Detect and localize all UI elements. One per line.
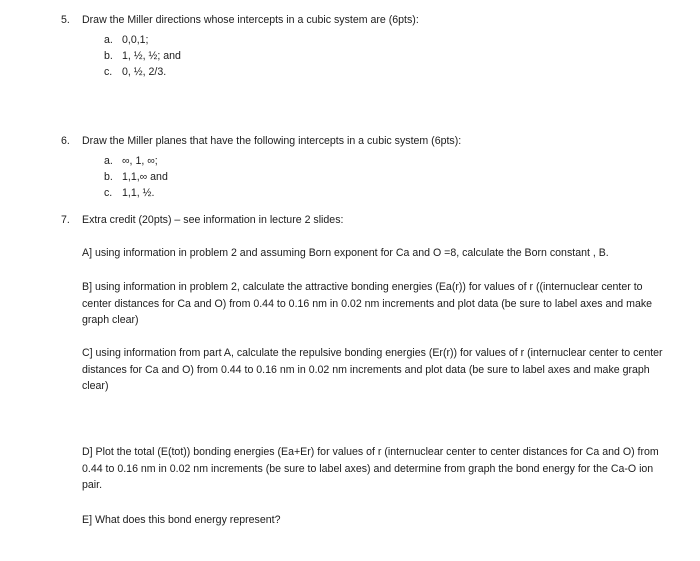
q6-item-b: 1,1,∞ and xyxy=(122,171,168,183)
q6-number: 6. xyxy=(61,135,70,147)
q5-prompt: Draw the Miller directions whose intercepts in a cubic system are (6pts): xyxy=(82,14,419,26)
q7-part-c: C] using information from part A, calculate the repulsive bonding energies (Er(r)) for values of r (internuclear center to center distances for Ca and O) from 0.44 to 0.16 nm in 0.02 nm increments and plot data (be sure to label axes and make graph clear) xyxy=(82,347,663,392)
q6-prompt: Draw the Miller planes that have the following intercepts in a cubic system (6pts): xyxy=(82,135,462,147)
q5-item-b: 1, ½, ½; and xyxy=(122,50,181,62)
q7-part-b: B] using information in problem 2, calculate the attractive bonding energies (Ea(r)) for values of r ((internuclear center to center distances for Ca and O) from 0.44 to 0.16 nm in 0.02 nm increments and plot data (be sure to label axes and make graph clear) xyxy=(82,281,653,326)
q5-number: 5. xyxy=(61,14,70,26)
q5-item-c: 0, ½, 2/3. xyxy=(122,66,167,78)
q7-part-e: E] What does this bond energy represent? xyxy=(82,514,281,526)
q7-prompt: Extra credit (20pts) – see information in lecture 2 slides: xyxy=(82,214,344,226)
q5-item-a-label: a. xyxy=(104,34,113,46)
q6-item-a-label: a. xyxy=(104,155,113,167)
q6-item-c: 1,1, ½. xyxy=(122,187,155,199)
q7-part-a: A] using information in problem 2 and assuming Born exponent for Ca and O =8, calculate the Born constant , B. xyxy=(82,247,609,259)
q7-part-d: D] Plot the total (E(tot)) bonding energies (Ea+Er) for values of r (internuclear center to center distances for Ca and O) from 0.44 to 0.16 nm in 0.02 nm increments (be sure to label axes) and determine from graph the bond energy for the Ca-O ion pair. xyxy=(82,446,659,491)
q6-item-a: ∞, 1, ∞; xyxy=(122,155,158,167)
q5-item-c-label: c. xyxy=(104,66,113,78)
q5-item-a: 0,0,1; xyxy=(122,34,149,46)
q6-item-c-label: c. xyxy=(104,187,113,199)
q7-number: 7. xyxy=(61,214,70,226)
q5-item-b-label: b. xyxy=(104,50,113,62)
q6-item-b-label: b. xyxy=(104,171,113,183)
